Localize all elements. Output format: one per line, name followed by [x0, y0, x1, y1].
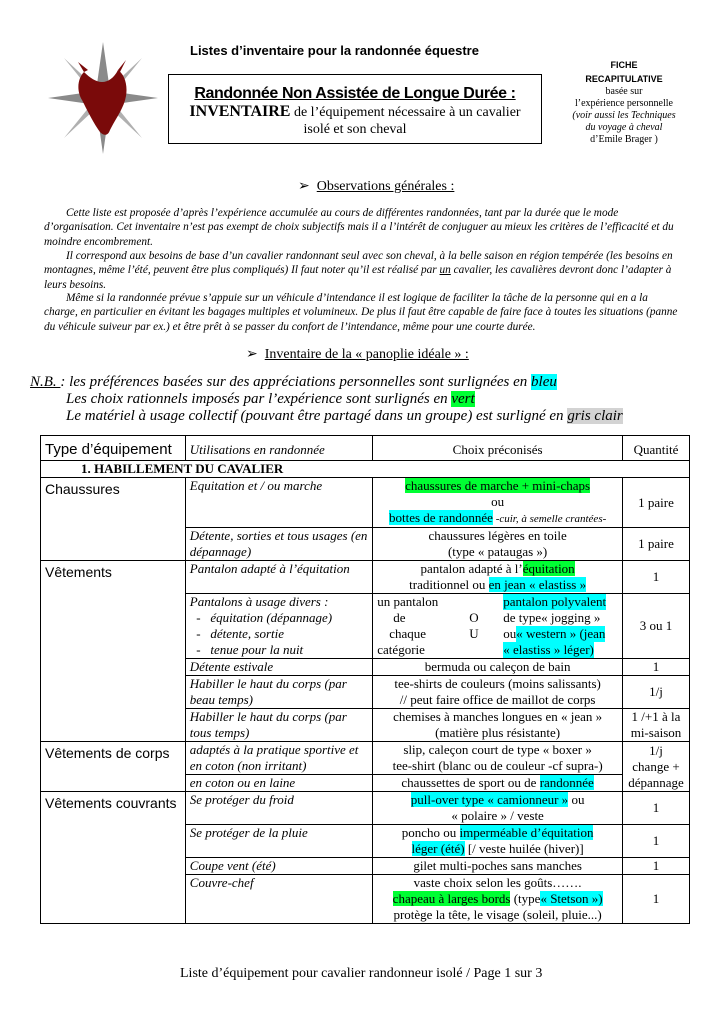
inventory-subtitle — [169, 103, 541, 138]
choice-text: « Stetson ») — [540, 891, 603, 906]
choice-text: ou — [503, 626, 517, 641]
row-use: adaptés à la pratique sportive et en coton (non irritant) — [185, 742, 372, 775]
row-quantity: 1 — [622, 825, 689, 858]
choice-text: pantalon adapté à l’ — [420, 561, 523, 576]
table-row — [41, 478, 690, 528]
choice-text: « western » (jean — [516, 626, 606, 641]
header-quantity: Quantité — [622, 436, 689, 461]
inventory-title: Inventaire de la « panoplie idéale » : — [264, 347, 469, 362]
para2-text-a: Il correspond aux besoins de base d’un cavalier randonnant seul avec son cheval, à la belle saison en région tempérée (les besoins en montagnes, même l’été, peuvent être plus compliqués) Il faut noter qu’il est réalisé par — [44, 250, 673, 277]
row-choice — [373, 742, 623, 775]
fiche-title-1: FICHE — [610, 60, 638, 70]
row-choice — [373, 561, 623, 594]
legend-gray: gris clair — [567, 408, 623, 424]
row-quantity — [622, 742, 689, 792]
choice-text: « polaire » / veste — [451, 808, 544, 823]
quantity-text: 1/j — [649, 742, 663, 758]
use-text: détente, sortie — [210, 626, 285, 641]
inventory-line2: isolé et son cheval — [303, 122, 407, 137]
main-title: Randonnée Non Assistée de Longue Durée : — [194, 85, 516, 102]
row-use: en coton ou en laine — [185, 775, 372, 792]
nb-text-3: Le matériel à usage collectif (pouvant être partagé dans un groupe) est surligné en — [66, 408, 568, 424]
choice-text: // peut faire office de maillot de corps — [399, 692, 596, 707]
choice-text: bottes de randonnée — [388, 510, 493, 525]
choice-text: [/ veste huilée (hiver)] — [464, 841, 584, 856]
fiche-title-2: RECAPITULATIVE — [585, 74, 663, 84]
para2-text-b: cavalier, les cavalières devront donc l’adapter à leurs besoins. — [44, 264, 672, 291]
row-use: Détente, sorties et tous usages (en dépannage) — [185, 528, 372, 561]
inventory-heading — [246, 346, 469, 363]
row-use: Se protéger de la pluie — [185, 825, 372, 858]
fiche-line: l’expérience personnelle — [574, 98, 673, 109]
fiche-line: du voyage à cheval — [585, 122, 663, 133]
choice-text: chapeau à larges bords — [392, 891, 511, 906]
choice-text: catégorie — [377, 642, 425, 657]
row-use: Habiller le haut du corps (par beau temps) — [185, 676, 372, 709]
fiche-recap — [548, 58, 700, 146]
choice-text: chaussures de marche + mini-chaps — [405, 478, 591, 493]
row-choice — [373, 478, 623, 528]
fiche-line: (voir aussi les Techniques — [572, 110, 676, 121]
section-title: 1. HABILLEMENT DU CAVALIER — [41, 461, 690, 478]
table-row — [41, 561, 690, 594]
row-choice: gilet multi-poches sans manches — [373, 858, 623, 875]
title-box — [168, 74, 542, 144]
choice-line — [373, 594, 622, 610]
para2-underlined: un — [439, 264, 451, 277]
quantity-text: 1 /+1 à la — [631, 709, 681, 724]
row-quantity: 3 ou 1 — [622, 594, 689, 659]
legend-green: vert — [451, 391, 475, 407]
row-quantity: 1 — [622, 875, 689, 924]
observations-heading — [298, 178, 454, 195]
quantity-text: dépannage — [628, 774, 684, 790]
choice-text: traditionnel ou — [409, 577, 489, 592]
choice-text: poncho ou — [401, 825, 460, 840]
row-choice — [373, 825, 623, 858]
row-quantity: 1 — [622, 858, 689, 875]
choice-text: chemises à manches longues en « jean » — [393, 709, 603, 724]
table-header-row — [41, 436, 690, 461]
choice-text: chaussettes de sport ou de — [401, 775, 540, 790]
row-quantity — [622, 709, 689, 742]
arrow-bullet-icon: ➢ — [246, 347, 258, 362]
legend-blue: bleu — [531, 374, 557, 390]
choice-text: vaste choix selon les goûts……. — [413, 875, 582, 890]
choice-text: protège la tête, le visage (soleil, pluie...) — [393, 907, 602, 922]
choice-text: tee-shirt (blanc ou de couleur -cf supra-) — [392, 758, 603, 773]
row-quantity: 1 — [622, 659, 689, 676]
row-quantity: 1/j — [622, 676, 689, 709]
row-use: Pantalon adapté à l’équitation — [185, 561, 372, 594]
choice-text: randonnée — [539, 775, 594, 790]
arrow-bullet-icon: ➢ — [298, 179, 310, 194]
row-use: Pantalons à usage divers : - équitation (dépannage) - détente, sortie - tenue pour la nuit — [185, 594, 372, 659]
choice-text: slip, caleçon court de type « boxer » — [403, 742, 592, 757]
choice-text: U — [469, 626, 479, 641]
choice-text: ou — [491, 494, 505, 509]
nb-text-1: : les préférences basées sur des appréciations personnelles sont surlignées en — [60, 374, 532, 390]
choice-text: de — [393, 610, 406, 625]
use-text: Pantalons à usage divers : — [189, 594, 329, 609]
row-choice — [373, 528, 623, 561]
nb-line-2 — [66, 391, 475, 408]
row-use: Se protéger du froid — [185, 792, 372, 825]
section-row — [41, 461, 690, 478]
choice-line — [373, 610, 622, 626]
table-row — [41, 742, 690, 775]
choice-text: de type« jogging » — [503, 610, 601, 625]
nb-line-1 — [30, 374, 557, 391]
category-vetements: Vêtements — [41, 561, 186, 742]
row-use: Détente estivale — [185, 659, 372, 676]
choice-text: pantalon polyvalent — [503, 594, 607, 609]
choice-text: O — [469, 610, 479, 625]
row-use: Coupe vent (été) — [185, 858, 372, 875]
row-choice: bermuda ou caleçon de bain — [373, 659, 623, 676]
quantity-text: change + — [632, 758, 680, 774]
horse-rose-logo-icon — [48, 42, 158, 154]
row-use: Equitation et / ou marche — [185, 478, 372, 528]
inventory-word: INVENTAIRE — [189, 103, 291, 120]
fiche-line: basée sur — [605, 86, 643, 97]
nb-text-2: Les choix rationnels imposés par l’expérience sont surlignés en — [66, 391, 452, 407]
choice-text: (type — [510, 891, 541, 906]
choice-text: en jean « elastiss » — [488, 577, 587, 592]
row-quantity: 1 — [622, 792, 689, 825]
observations-paragraph-1: Cette liste est proposée d’après l’expérience accumulée au cours de différentes randonnées, tant par la durée que le mode d’organisation. Cet inventaire n’est pas exempt de choix subjectifs mais il a l’intérêt de conjuguer au mieux les critères de l’efficacité et du moindre encombrement. — [44, 207, 674, 248]
row-choice — [373, 792, 623, 825]
choice-note: -cuir, à semelle crantées- — [492, 513, 607, 525]
nb-label: N.B. — [30, 374, 61, 390]
observations-paragraph-2 — [44, 249, 684, 292]
row-use: Habiller le haut du corps (par tous temps) — [185, 709, 372, 742]
use-text: tenue pour la nuit — [210, 642, 304, 657]
header-type: Type d’équipement — [41, 436, 186, 461]
choice-text: chaussures légères en toile — [428, 528, 567, 543]
row-quantity: 1 — [622, 561, 689, 594]
table-row — [41, 792, 690, 825]
document-header-title: Listes d’inventaire pour la randonnée équestre — [190, 43, 479, 58]
equipment-table — [40, 435, 690, 924]
inventory-line1: de l’équipement nécessaire à un cavalier — [293, 105, 521, 120]
fiche-line: d’Emile Brager ) — [590, 134, 658, 145]
choice-text: ou — [568, 792, 585, 807]
choice-text: un pantalon — [377, 594, 439, 609]
choice-text: équitation — [522, 561, 575, 576]
category-vetements-couvrants: Vêtements couvrants — [41, 792, 186, 924]
row-quantity: 1 paire — [622, 478, 689, 528]
header-uses: Utilisations en randonnée — [185, 436, 372, 461]
choice-text: (type « pataugas ») — [447, 544, 548, 559]
category-vetements-de-corps: Vêtements de corps — [41, 742, 186, 792]
row-quantity: 1 paire — [622, 528, 689, 561]
nb-line-3 — [66, 408, 623, 425]
choice-text: (matière plus résistante) — [435, 725, 561, 740]
choice-text: chaque — [389, 626, 427, 641]
observations-title: Observations générales : — [316, 179, 455, 194]
row-choice — [373, 775, 623, 792]
choice-text: « elastiss » léger) — [503, 642, 594, 657]
choice-text: imperméable d’équitation — [459, 825, 594, 840]
row-choice — [373, 594, 623, 659]
choice-text: tee-shirts de couleurs (moins salissants) — [394, 676, 601, 691]
row-choice — [373, 676, 623, 709]
choice-line — [373, 642, 622, 658]
choice-text: pull-over type « camionneur » — [410, 792, 569, 807]
use-text: équitation (dépannage) — [210, 610, 333, 625]
quantity-text: mi-saison — [630, 725, 682, 740]
row-choice — [373, 709, 623, 742]
page-footer: Liste d’équipement pour cavalier randonneur isolé / Page 1 sur 3 — [180, 966, 543, 981]
header-choices: Choix préconisés — [373, 436, 623, 461]
row-choice — [373, 875, 623, 924]
observations-paragraph-3: Même si la randonnée prévue s’appuie sur un véhicule d’intendance il est logique de faciliter la tâche de la personne qui en a la charge, en particulier en évitant les bagages multiples et volumineux. De plus il faut être capable de faire face à toutes les situations (panne du véhicule suiveur par ex.) et être prêt à se passer du confort de l’intendance, même pour une courte durée. — [44, 292, 678, 333]
choice-line — [373, 626, 622, 642]
row-use: Couvre-chef — [185, 875, 372, 924]
category-chaussures: Chaussures — [41, 478, 186, 561]
choice-text: léger (été) — [411, 841, 465, 856]
